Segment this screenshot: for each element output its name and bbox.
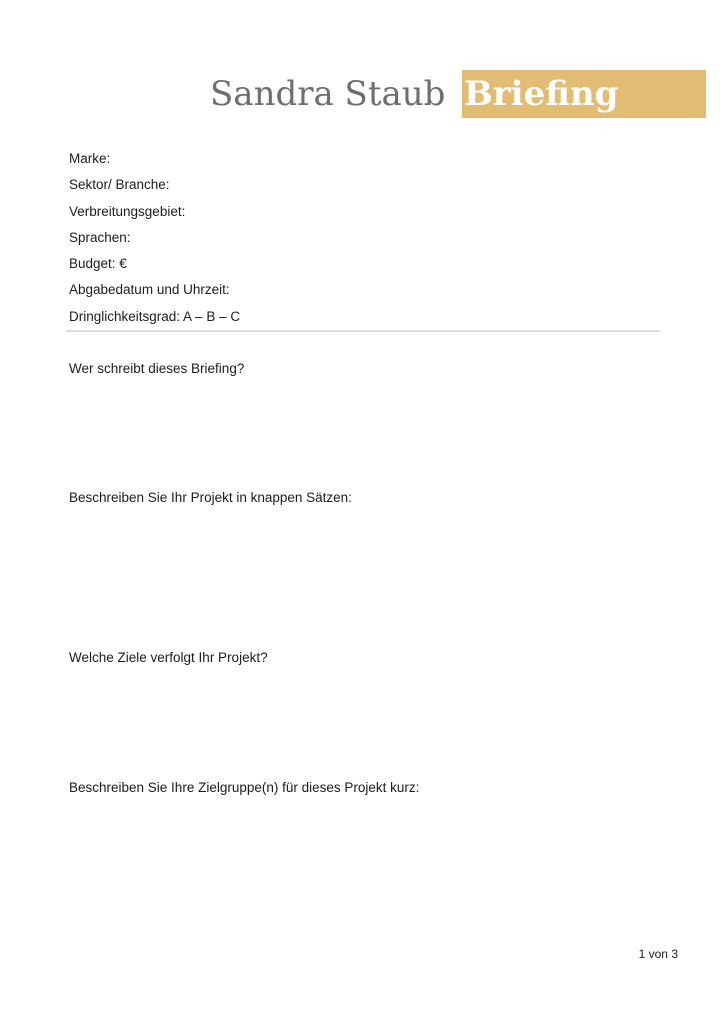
page-number: 1 von 3 (638, 947, 678, 961)
question-author: Wer schreibt dieses Briefing? (69, 361, 245, 376)
question-project-goals: Welche Ziele verfolgt Ihr Projekt? (69, 650, 268, 665)
field-sektor-branche: Sektor/ Branche: (69, 177, 170, 193)
header-document-type: Briefing (464, 74, 619, 114)
document-header (0, 70, 728, 118)
briefing-fields (69, 146, 240, 330)
section-divider (66, 330, 660, 332)
field-verbreitungsgebiet: Verbreitungsgebiet: (69, 203, 186, 219)
field-budget: Budget: € (69, 256, 127, 272)
question-project-description: Beschreiben Sie Ihr Projekt in knappen Sätzen: (69, 490, 352, 505)
field-abgabedatum: Abgabedatum und Uhrzeit: (69, 282, 230, 298)
field-dringlichkeitsgrad: Dringlichkeitsgrad: A – B – C (69, 308, 241, 324)
field-sprachen: Sprachen: (69, 229, 131, 245)
field-marke: Marke: (69, 151, 111, 166)
header-author-name: Sandra Staub (210, 74, 446, 114)
question-target-group: Beschreiben Sie Ihre Zielgruppe(n) für dieses Projekt kurz: (69, 780, 420, 795)
